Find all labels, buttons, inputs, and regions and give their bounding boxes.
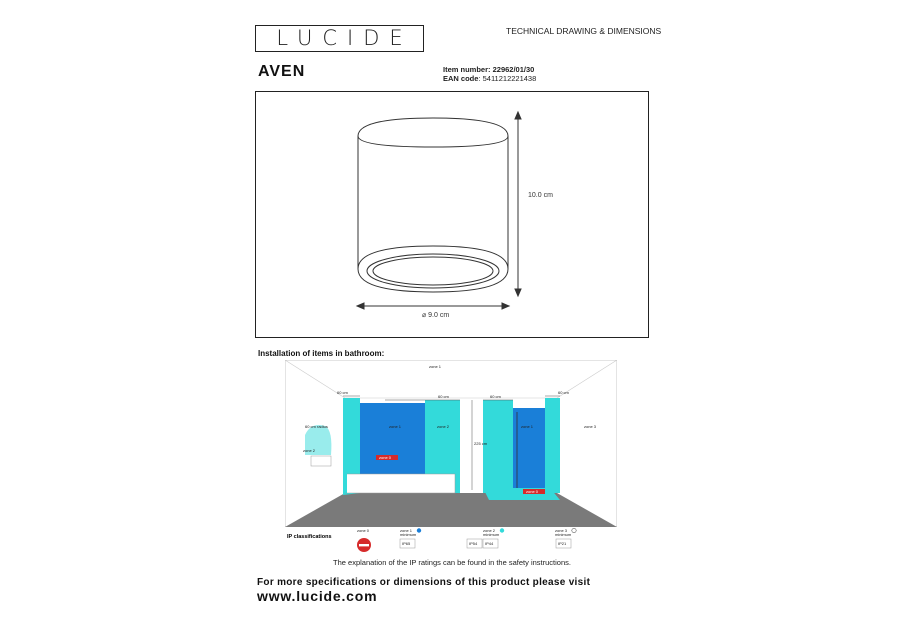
ip-zone2-label: zone 2 [483,528,496,533]
diameter-arrow-right [502,303,509,309]
shower-floor-zone [483,488,560,500]
zone1-bath-label: zone 1 [389,424,402,429]
technical-drawing [255,91,649,338]
basin [311,456,331,466]
ip44-label: IP44 [485,541,494,546]
ean-label: EAN code [443,74,479,83]
lamp-top-rim [358,136,508,147]
lamp-lens-ring [367,254,499,288]
radius-label: 60 cm radius [305,424,328,429]
height-dimension-label: 10.0 cm [528,192,553,199]
lamp-lens [373,257,493,285]
zone0-shower-label: zone 0 [526,489,539,494]
ip-zone0-label: zone 0 [357,528,370,533]
zone2-basin-strip [343,467,347,493]
product-name: AVEN [258,63,306,80]
zone2-shower-right [545,398,560,493]
zone1-dot-icon [417,528,421,532]
height-arrow-bottom [515,289,521,296]
dim-60-left: 60 cm [337,390,348,395]
zone2-shower-left [483,400,513,493]
lamp-top-edge [358,118,508,136]
ip-zone3-minimum: minimum [555,532,572,537]
ip-explanation-note: The explanation of the IP ratings can be found in the safety instructions. [333,558,571,567]
diameter-dimension-label: ⌀ 9.0 cm [422,312,450,319]
ip21-label: IP21 [558,541,567,546]
ean-line [443,74,536,83]
zone2-basin-label: zone 2 [303,448,316,453]
ip65-label: IP65 [402,541,411,546]
zone1-shower-label: zone 1 [521,424,534,429]
no-entry-bar [359,544,369,546]
bathtub [345,474,455,493]
zone2-dot-icon [500,528,504,532]
ip-zone1-minimum: minimum [400,532,417,537]
ip-zone1-label: zone 1 [400,528,413,533]
zone0-bath-label: zone 0 [379,455,392,460]
bathroom-zone-diagram [285,360,617,527]
item-number-line [443,65,534,74]
item-number-label: Item number: [443,65,491,74]
ip54-label: IP54 [469,541,478,546]
specifications-line: For more specifications or dimensions of this product please visit [257,577,591,588]
dim-60-mid2: 60 cm [490,394,501,399]
lamp-bottom-edge [358,269,508,292]
ip-zone2-minimum: minimum [483,532,500,537]
bathroom-heading: Installation of items in bathroom: [258,349,385,358]
zone2-mid-label: zone 2 [437,424,450,429]
lucide-logo: LUCIDE [255,25,424,52]
zone1-top-label: zone 1 [429,364,442,369]
ip-title: IP classifications [287,534,332,540]
ean-value: : 5411212221438 [478,74,537,83]
zone3-dot-icon [572,528,576,532]
height-225-label: 225 cm [474,441,488,446]
dim-60-right: 60 cm [558,390,569,395]
zone1-shower [513,408,545,493]
dim-60-mid1: 60 cm [438,394,449,399]
diameter-arrow-left [357,303,364,309]
ip-classification-row [285,525,617,555]
item-number-value: 22962/01/30 [492,65,535,74]
height-arrow-top [515,112,521,119]
zone3-right-label: zone 3 [584,424,597,429]
document-heading: TECHNICAL DRAWING & DIMENSIONS [506,26,662,36]
ip-zone3-label: zone 3 [555,528,568,533]
website-link[interactable]: www.lucide.com [257,588,378,604]
